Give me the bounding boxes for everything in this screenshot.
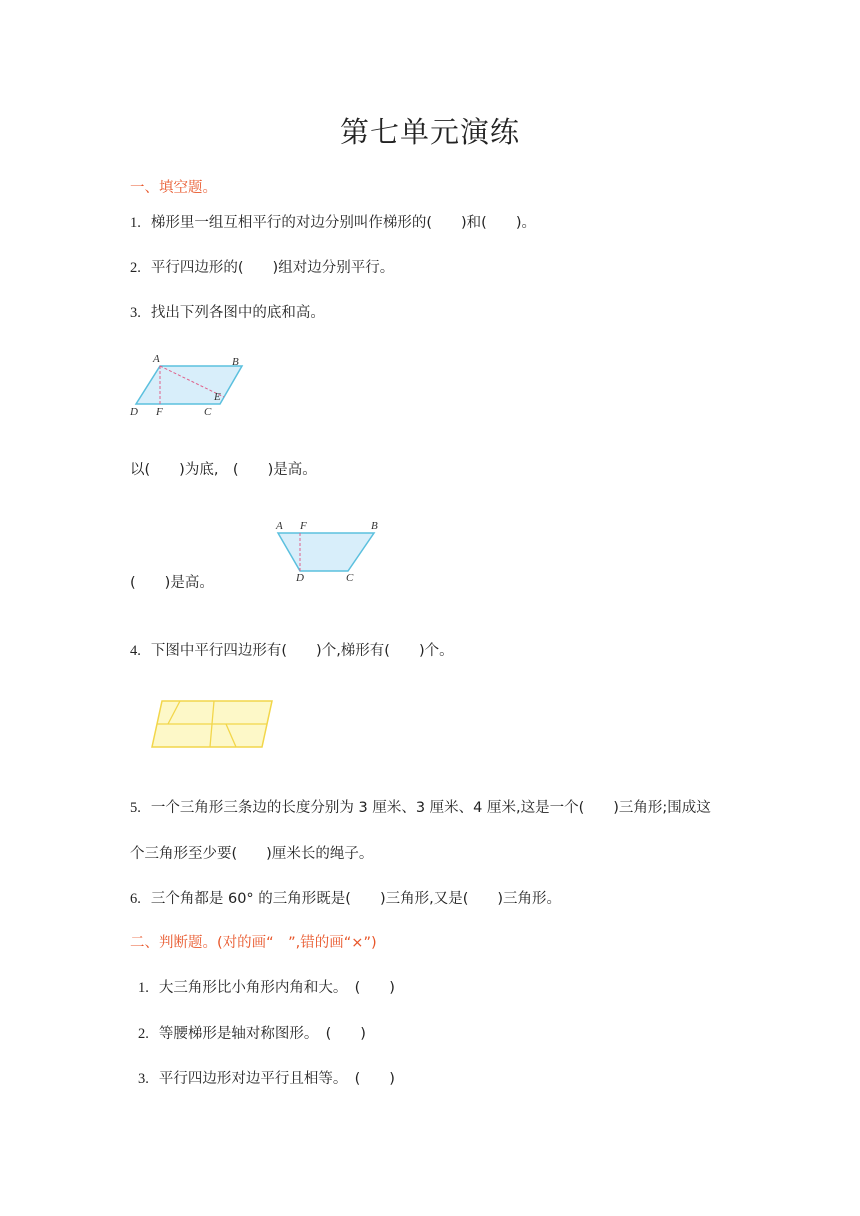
question-number: 2. — [130, 260, 141, 276]
vertex-label-f: F — [156, 406, 163, 418]
trapezoid-figure — [270, 515, 385, 585]
yellow-parallelogram-figure — [148, 697, 276, 753]
section-true-false-heading: 二、判断题。(对的画“ ”,错的画“×”) — [130, 935, 377, 951]
vertex-label-b: B — [232, 356, 239, 368]
question-text: 等腰梯形是轴对称图形。 ( ) — [158, 1026, 366, 1042]
question-3-answer-line-1: 以( )为底, ( )是高。 — [130, 462, 317, 478]
question-1 — [130, 211, 536, 232]
question-5 — [130, 796, 711, 817]
question-text: 找出下列各图中的底和高。 — [150, 305, 325, 321]
question-number: 1. — [130, 215, 141, 231]
question-number: 4. — [130, 643, 141, 659]
question-4 — [130, 639, 454, 660]
question-5-continued: 个三角形至少要( )厘米长的绳子。 — [130, 846, 374, 862]
vertex-label-f: F — [300, 520, 307, 532]
vertex-label-a: A — [153, 353, 160, 365]
question-2 — [130, 256, 394, 277]
question-number: 1. — [138, 980, 149, 996]
vertex-label-b: B — [371, 520, 378, 532]
trapezoid-shape — [278, 533, 374, 571]
vertex-label-d: D — [296, 572, 304, 584]
vertex-label-c: C — [204, 406, 212, 418]
parallelogram-figure — [126, 348, 256, 424]
question-number: 5. — [130, 800, 141, 816]
vertex-label-d: D — [130, 406, 138, 418]
question-text: 大三角形比小角形内角和大。 ( ) — [158, 980, 395, 996]
question-text: 下图中平行四边形有( )个,梯形有( )个。 — [150, 643, 454, 659]
question-text: 平行四边形对边平行且相等。 ( ) — [158, 1071, 395, 1087]
judgement-2 — [138, 1022, 366, 1043]
question-text: 梯形里一组互相平行的对边分别叫作梯形的( )和( )。 — [150, 215, 537, 231]
question-6 — [130, 887, 561, 908]
judgement-1 — [138, 976, 395, 997]
question-number: 6. — [130, 891, 141, 907]
page-title: 第七单元演练 — [339, 115, 520, 149]
question-text: 平行四边形的( )组对边分别平行。 — [150, 260, 395, 276]
question-3-answer-line-2: ( )是高。 — [130, 575, 214, 591]
question-number: 2. — [138, 1026, 149, 1042]
question-number: 3. — [130, 305, 141, 321]
vertex-label-a: A — [276, 520, 283, 532]
judgement-3 — [138, 1067, 395, 1088]
section-fill-in-heading: 一、填空题。 — [130, 180, 217, 196]
question-number: 3. — [138, 1071, 149, 1087]
vertex-label-c: C — [346, 572, 354, 584]
parallelogram-shape — [136, 366, 242, 404]
question-text: 三个角都是 60° 的三角形既是( )三角形,又是( )三角形。 — [150, 891, 562, 907]
question-text: 一个三角形三条边的长度分别为 3 厘米、3 厘米、4 厘米,这是一个( )三角形;围成这 — [150, 800, 711, 816]
vertex-label-e: E — [214, 391, 221, 403]
question-3 — [130, 301, 325, 322]
